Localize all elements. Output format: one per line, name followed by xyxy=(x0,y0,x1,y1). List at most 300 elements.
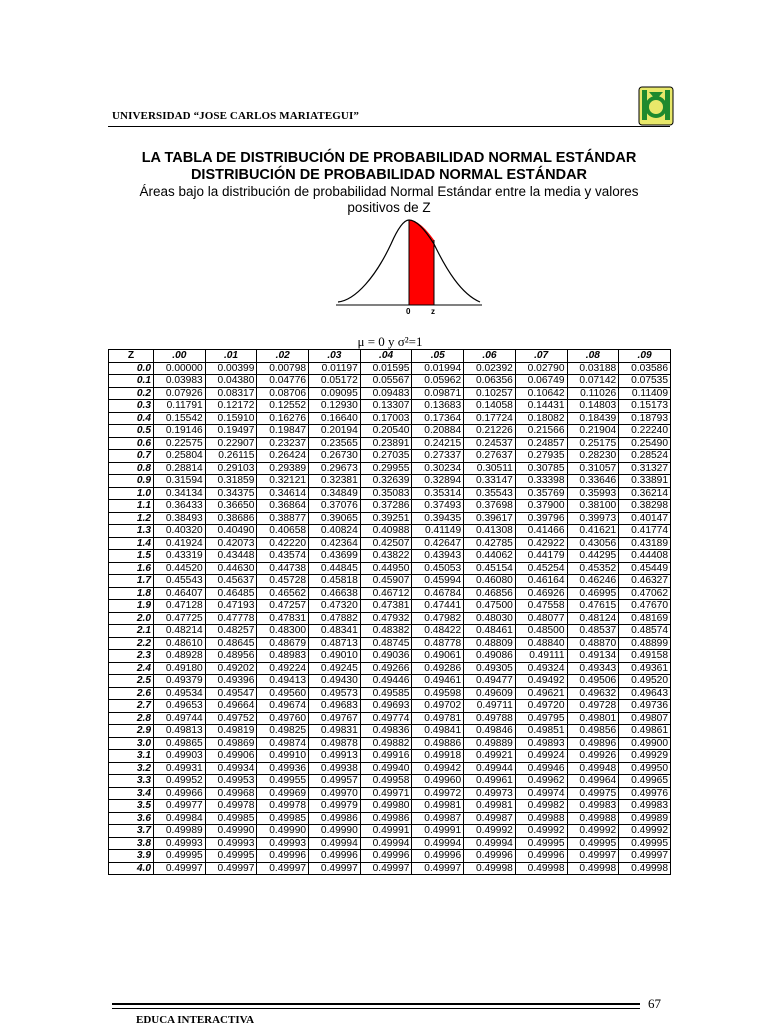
z-value-cell: 3.9 xyxy=(109,850,154,863)
probability-cell: 0.49942 xyxy=(412,762,464,775)
probability-cell: 0.49997 xyxy=(619,850,671,863)
probability-cell: 0.49010 xyxy=(309,650,361,663)
probability-cell: 0.49900 xyxy=(619,737,671,750)
probability-cell: 0.49938 xyxy=(309,762,361,775)
probability-cell: 0.48500 xyxy=(515,625,567,638)
probability-cell: 0.48422 xyxy=(412,625,464,638)
probability-cell: 0.17364 xyxy=(412,412,464,425)
probability-cell: 0.49609 xyxy=(464,687,516,700)
probability-cell: 0.05567 xyxy=(360,375,412,388)
probability-cell: 0.48870 xyxy=(567,637,619,650)
probability-cell: 0.15542 xyxy=(154,412,206,425)
probability-cell: 0.49993 xyxy=(205,837,257,850)
probability-cell: 0.49632 xyxy=(567,687,619,700)
probability-cell: 0.49984 xyxy=(154,812,206,825)
probability-cell: 0.49906 xyxy=(205,750,257,763)
table-row xyxy=(109,500,671,513)
table-row xyxy=(109,712,671,725)
probability-cell: 0.49874 xyxy=(257,737,309,750)
table-row xyxy=(109,412,671,425)
probability-cell: 0.49996 xyxy=(360,850,412,863)
probability-cell: 0.47831 xyxy=(257,612,309,625)
probability-cell: 0.33646 xyxy=(567,475,619,488)
probability-cell: 0.28814 xyxy=(154,462,206,475)
z-value-cell: 2.5 xyxy=(109,675,154,688)
z-value-cell: 2.6 xyxy=(109,687,154,700)
probability-cell: 0.49989 xyxy=(154,825,206,838)
probability-cell: 0.49996 xyxy=(257,850,309,863)
probability-cell: 0.47320 xyxy=(309,600,361,613)
probability-cell: 0.34134 xyxy=(154,487,206,500)
probability-cell: 0.49992 xyxy=(464,825,516,838)
z-value-cell: 0.1 xyxy=(109,375,154,388)
table-row xyxy=(109,812,671,825)
probability-cell: 0.49036 xyxy=(360,650,412,663)
z-value-cell: 3.8 xyxy=(109,837,154,850)
probability-cell: 0.30511 xyxy=(464,462,516,475)
probability-cell: 0.49547 xyxy=(205,687,257,700)
probability-cell: 0.44738 xyxy=(257,562,309,575)
university-name: UNIVERSIDAD “JOSE CARLOS MARIATEGUI” xyxy=(112,110,359,122)
probability-cell: 0.49702 xyxy=(412,700,464,713)
probability-cell: 0.49973 xyxy=(464,787,516,800)
table-row xyxy=(109,612,671,625)
probability-cell: 0.46784 xyxy=(412,587,464,600)
probability-cell: 0.48214 xyxy=(154,625,206,638)
z-value-cell: 1.0 xyxy=(109,487,154,500)
probability-cell: 0.11409 xyxy=(619,387,671,400)
probability-cell: 0.48461 xyxy=(464,625,516,638)
probability-cell: 0.44950 xyxy=(360,562,412,575)
probability-cell: 0.37900 xyxy=(515,500,567,513)
probability-cell: 0.49506 xyxy=(567,675,619,688)
probability-cell: 0.49987 xyxy=(412,812,464,825)
probability-cell: 0.42922 xyxy=(515,537,567,550)
probability-cell: 0.49994 xyxy=(464,837,516,850)
probability-cell: 0.46562 xyxy=(257,587,309,600)
probability-cell: 0.12552 xyxy=(257,400,309,413)
page-number: 67 xyxy=(648,996,661,1011)
table-row xyxy=(109,400,671,413)
probability-cell: 0.48778 xyxy=(412,637,464,650)
probability-cell: 0.39617 xyxy=(464,512,516,525)
probability-cell: 0.49134 xyxy=(567,650,619,663)
probability-cell: 0.47062 xyxy=(619,587,671,600)
probability-cell: 0.47257 xyxy=(257,600,309,613)
z-value-cell: 2.7 xyxy=(109,700,154,713)
probability-cell: 0.08317 xyxy=(205,387,257,400)
probability-cell: 0.40147 xyxy=(619,512,671,525)
probability-cell: 0.48713 xyxy=(309,637,361,650)
probability-cell: 0.44062 xyxy=(464,550,516,563)
probability-cell: 0.00399 xyxy=(205,362,257,375)
probability-cell: 0.49985 xyxy=(257,812,309,825)
z-value-cell: 1.9 xyxy=(109,600,154,613)
probability-cell: 0.24215 xyxy=(412,437,464,450)
column-header: .01 xyxy=(205,350,257,363)
probability-cell: 0.49926 xyxy=(567,750,619,763)
probability-cell: 0.26115 xyxy=(205,450,257,463)
probability-cell: 0.37493 xyxy=(412,500,464,513)
probability-cell: 0.41466 xyxy=(515,525,567,538)
probability-cell: 0.49962 xyxy=(515,775,567,788)
probability-cell: 0.49940 xyxy=(360,762,412,775)
probability-cell: 0.49841 xyxy=(412,725,464,738)
z-value-cell: 1.5 xyxy=(109,550,154,563)
probability-cell: 0.49266 xyxy=(360,662,412,675)
probability-cell: 0.47615 xyxy=(567,600,619,613)
probability-cell: 0.35083 xyxy=(360,487,412,500)
probability-cell: 0.49807 xyxy=(619,712,671,725)
probability-cell: 0.49986 xyxy=(360,812,412,825)
z-value-cell: 1.8 xyxy=(109,587,154,600)
probability-cell: 0.12930 xyxy=(309,400,361,413)
title-line-4: positivos de Z xyxy=(347,200,431,215)
probability-cell: 0.46164 xyxy=(515,575,567,588)
probability-cell: 0.36864 xyxy=(257,500,309,513)
probability-cell: 0.49693 xyxy=(360,700,412,713)
probability-cell: 0.45818 xyxy=(309,575,361,588)
probability-cell: 0.46246 xyxy=(567,575,619,588)
probability-cell: 0.49760 xyxy=(257,712,309,725)
title-block xyxy=(108,150,670,216)
probability-cell: 0.40988 xyxy=(360,525,412,538)
probability-cell: 0.48300 xyxy=(257,625,309,638)
probability-cell: 0.49202 xyxy=(205,662,257,675)
probability-cell: 0.40824 xyxy=(309,525,361,538)
probability-cell: 0.49992 xyxy=(619,825,671,838)
probability-cell: 0.48679 xyxy=(257,637,309,650)
probability-cell: 0.49653 xyxy=(154,700,206,713)
probability-cell: 0.02790 xyxy=(515,362,567,375)
probability-cell: 0.12172 xyxy=(205,400,257,413)
z-value-cell: 3.0 xyxy=(109,737,154,750)
probability-cell: 0.43448 xyxy=(205,550,257,563)
probability-cell: 0.46995 xyxy=(567,587,619,600)
probability-cell: 0.17003 xyxy=(360,412,412,425)
probability-cell: 0.49994 xyxy=(360,837,412,850)
distribution-parameters: μ = 0 y σ²=1 xyxy=(357,334,423,349)
table-row xyxy=(109,650,671,663)
probability-cell: 0.18793 xyxy=(619,412,671,425)
probability-cell: 0.16640 xyxy=(309,412,361,425)
probability-cell: 0.25804 xyxy=(154,450,206,463)
probability-cell: 0.49981 xyxy=(412,800,464,813)
probability-cell: 0.32381 xyxy=(309,475,361,488)
probability-cell: 0.20540 xyxy=(360,425,412,438)
probability-cell: 0.46926 xyxy=(515,587,567,600)
table-row xyxy=(109,462,671,475)
probability-cell: 0.49997 xyxy=(309,862,361,875)
probability-cell: 0.48537 xyxy=(567,625,619,638)
probability-cell: 0.48745 xyxy=(360,637,412,650)
probability-cell: 0.45728 xyxy=(257,575,309,588)
probability-cell: 0.49990 xyxy=(205,825,257,838)
z-value-cell: 2.1 xyxy=(109,625,154,638)
probability-cell: 0.23891 xyxy=(360,437,412,450)
probability-cell: 0.49975 xyxy=(567,787,619,800)
probability-cell: 0.49621 xyxy=(515,687,567,700)
probability-cell: 0.32121 xyxy=(257,475,309,488)
probability-cell: 0.49061 xyxy=(412,650,464,663)
probability-cell: 0.21904 xyxy=(567,425,619,438)
probability-cell: 0.49819 xyxy=(205,725,257,738)
probability-cell: 0.48257 xyxy=(205,625,257,638)
probability-cell: 0.37698 xyxy=(464,500,516,513)
probability-cell: 0.49643 xyxy=(619,687,671,700)
probability-cell: 0.43574 xyxy=(257,550,309,563)
probability-cell: 0.38493 xyxy=(154,512,206,525)
probability-cell: 0.49585 xyxy=(360,687,412,700)
probability-cell: 0.49324 xyxy=(515,662,567,675)
probability-cell: 0.49983 xyxy=(567,800,619,813)
probability-cell: 0.29955 xyxy=(360,462,412,475)
probability-cell: 0.49995 xyxy=(619,837,671,850)
probability-cell: 0.42220 xyxy=(257,537,309,550)
table-row xyxy=(109,800,671,813)
probability-cell: 0.44630 xyxy=(205,562,257,575)
probability-cell: 0.49988 xyxy=(567,812,619,825)
probability-cell: 0.34375 xyxy=(205,487,257,500)
probability-cell: 0.49997 xyxy=(154,862,206,875)
probability-cell: 0.49573 xyxy=(309,687,361,700)
z-value-cell: 1.6 xyxy=(109,562,154,575)
probability-cell: 0.49921 xyxy=(464,750,516,763)
probability-cell: 0.37286 xyxy=(360,500,412,513)
probability-cell: 0.07926 xyxy=(154,387,206,400)
probability-cell: 0.48169 xyxy=(619,612,671,625)
probability-cell: 0.32894 xyxy=(412,475,464,488)
probability-cell: 0.38877 xyxy=(257,512,309,525)
probability-cell: 0.45994 xyxy=(412,575,464,588)
probability-cell: 0.43822 xyxy=(360,550,412,563)
probability-cell: 0.49946 xyxy=(515,762,567,775)
probability-cell: 0.49305 xyxy=(464,662,516,675)
probability-cell: 0.44520 xyxy=(154,562,206,575)
probability-cell: 0.49957 xyxy=(309,775,361,788)
z-value-cell: 0.7 xyxy=(109,450,154,463)
probability-cell: 0.49998 xyxy=(567,862,619,875)
probability-cell: 0.49934 xyxy=(205,762,257,775)
z-value-cell: 2.2 xyxy=(109,637,154,650)
probability-cell: 0.01994 xyxy=(412,362,464,375)
probability-cell: 0.18082 xyxy=(515,412,567,425)
probability-cell: 0.24857 xyxy=(515,437,567,450)
probability-cell: 0.49720 xyxy=(515,700,567,713)
column-header: .09 xyxy=(619,350,671,363)
probability-cell: 0.41924 xyxy=(154,537,206,550)
probability-cell: 0.38298 xyxy=(619,500,671,513)
probability-cell: 0.47441 xyxy=(412,600,464,613)
z-value-cell: 0.9 xyxy=(109,475,154,488)
probability-cell: 0.31327 xyxy=(619,462,671,475)
probability-cell: 0.49944 xyxy=(464,762,516,775)
footer-rule-thick xyxy=(112,1003,640,1005)
probability-cell: 0.36650 xyxy=(205,500,257,513)
probability-cell: 0.49916 xyxy=(360,750,412,763)
probability-cell: 0.43319 xyxy=(154,550,206,563)
probability-cell: 0.49813 xyxy=(154,725,206,738)
probability-cell: 0.39796 xyxy=(515,512,567,525)
probability-cell: 0.14803 xyxy=(567,400,619,413)
probability-cell: 0.49492 xyxy=(515,675,567,688)
probability-cell: 0.49966 xyxy=(154,787,206,800)
z-value-cell: 0.5 xyxy=(109,425,154,438)
probability-cell: 0.49990 xyxy=(309,825,361,838)
probability-cell: 0.36214 xyxy=(619,487,671,500)
probability-cell: 0.49865 xyxy=(154,737,206,750)
probability-cell: 0.49995 xyxy=(154,850,206,863)
probability-cell: 0.46327 xyxy=(619,575,671,588)
probability-cell: 0.35543 xyxy=(464,487,516,500)
probability-cell: 0.47558 xyxy=(515,600,567,613)
probability-cell: 0.49992 xyxy=(515,825,567,838)
column-header: .03 xyxy=(309,350,361,363)
probability-cell: 0.38100 xyxy=(567,500,619,513)
column-header: .06 xyxy=(464,350,516,363)
probability-cell: 0.01595 xyxy=(360,362,412,375)
table-row xyxy=(109,425,671,438)
table-row xyxy=(109,387,671,400)
probability-cell: 0.27637 xyxy=(464,450,516,463)
probability-cell: 0.29389 xyxy=(257,462,309,475)
probability-cell: 0.49978 xyxy=(205,800,257,813)
probability-cell: 0.46407 xyxy=(154,587,206,600)
probability-cell: 0.49846 xyxy=(464,725,516,738)
probability-cell: 0.49961 xyxy=(464,775,516,788)
probability-cell: 0.49929 xyxy=(619,750,671,763)
probability-cell: 0.49993 xyxy=(154,837,206,850)
probability-cell: 0.33147 xyxy=(464,475,516,488)
probability-cell: 0.00798 xyxy=(257,362,309,375)
probability-cell: 0.49379 xyxy=(154,675,206,688)
probability-cell: 0.49111 xyxy=(515,650,567,663)
probability-cell: 0.49992 xyxy=(567,825,619,838)
normal-curve-figure xyxy=(336,214,482,320)
probability-cell: 0.49976 xyxy=(619,787,671,800)
probability-cell: 0.28524 xyxy=(619,450,671,463)
probability-cell: 0.49995 xyxy=(567,837,619,850)
probability-cell: 0.49461 xyxy=(412,675,464,688)
probability-cell: 0.49979 xyxy=(309,800,361,813)
probability-cell: 0.48124 xyxy=(567,612,619,625)
probability-cell: 0.49985 xyxy=(205,812,257,825)
probability-cell: 0.49950 xyxy=(619,762,671,775)
probability-cell: 0.05172 xyxy=(309,375,361,388)
probability-cell: 0.49948 xyxy=(567,762,619,775)
probability-cell: 0.45053 xyxy=(412,562,464,575)
z-value-cell: 0.0 xyxy=(109,362,154,375)
shaded-area xyxy=(409,220,434,305)
probability-cell: 0.17724 xyxy=(464,412,516,425)
probability-cell: 0.43189 xyxy=(619,537,671,550)
probability-cell: 0.49998 xyxy=(619,862,671,875)
probability-cell: 0.48610 xyxy=(154,637,206,650)
probability-cell: 0.10257 xyxy=(464,387,516,400)
probability-cell: 0.49970 xyxy=(309,787,361,800)
table-row xyxy=(109,700,671,713)
probability-cell: 0.49801 xyxy=(567,712,619,725)
probability-cell: 0.40658 xyxy=(257,525,309,538)
probability-cell: 0.49997 xyxy=(360,862,412,875)
probability-cell: 0.34614 xyxy=(257,487,309,500)
probability-cell: 0.49991 xyxy=(360,825,412,838)
probability-cell: 0.38686 xyxy=(205,512,257,525)
z-value-cell: 3.7 xyxy=(109,825,154,838)
probability-cell: 0.20194 xyxy=(309,425,361,438)
footer-rule-thin xyxy=(112,1008,640,1009)
probability-cell: 0.49534 xyxy=(154,687,206,700)
probability-cell: 0.49993 xyxy=(257,837,309,850)
z-value-cell: 1.4 xyxy=(109,537,154,550)
title-line-2: DISTRIBUCIÓN DE PROBABILIDAD NORMAL ESTÁNDAR xyxy=(190,167,588,183)
probability-cell: 0.49286 xyxy=(412,662,464,675)
probability-cell: 0.13683 xyxy=(412,400,464,413)
probability-cell: 0.06749 xyxy=(515,375,567,388)
probability-cell: 0.37076 xyxy=(309,500,361,513)
footer-text: EDUCA INTERACTIVA xyxy=(136,1014,255,1026)
table-row xyxy=(109,737,671,750)
probability-cell: 0.00000 xyxy=(154,362,206,375)
probability-cell: 0.40320 xyxy=(154,525,206,538)
probability-cell: 0.41774 xyxy=(619,525,671,538)
probability-cell: 0.48574 xyxy=(619,625,671,638)
probability-cell: 0.49982 xyxy=(515,800,567,813)
probability-cell: 0.07142 xyxy=(567,375,619,388)
probability-cell: 0.43056 xyxy=(567,537,619,550)
title-line-3: Áreas bajo la distribución de probabilidad Normal Estándar entre la media y valores xyxy=(139,184,639,199)
probability-cell: 0.49998 xyxy=(515,862,567,875)
probability-cell: 0.47882 xyxy=(309,612,361,625)
probability-cell: 0.49795 xyxy=(515,712,567,725)
probability-cell: 0.46080 xyxy=(464,575,516,588)
probability-cell: 0.48077 xyxy=(515,612,567,625)
probability-cell: 0.48341 xyxy=(309,625,361,638)
probability-cell: 0.49086 xyxy=(464,650,516,663)
probability-cell: 0.42073 xyxy=(205,537,257,550)
probability-cell: 0.47381 xyxy=(360,600,412,613)
probability-cell: 0.49520 xyxy=(619,675,671,688)
column-header: .04 xyxy=(360,350,412,363)
probability-cell: 0.49896 xyxy=(567,737,619,750)
probability-cell: 0.49952 xyxy=(154,775,206,788)
probability-cell: 0.01197 xyxy=(309,362,361,375)
z-value-cell: 1.3 xyxy=(109,525,154,538)
probability-cell: 0.49995 xyxy=(205,850,257,863)
probability-cell: 0.49965 xyxy=(619,775,671,788)
probability-cell: 0.45154 xyxy=(464,562,516,575)
column-header: .05 xyxy=(412,350,464,363)
probability-cell: 0.49994 xyxy=(412,837,464,850)
probability-cell: 0.04380 xyxy=(205,375,257,388)
probability-cell: 0.39973 xyxy=(567,512,619,525)
probability-cell: 0.49997 xyxy=(412,862,464,875)
probability-cell: 0.35769 xyxy=(515,487,567,500)
probability-cell: 0.49861 xyxy=(619,725,671,738)
probability-cell: 0.25175 xyxy=(567,437,619,450)
column-header-z: Z xyxy=(109,350,154,363)
z-value-cell: 0.2 xyxy=(109,387,154,400)
probability-cell: 0.32639 xyxy=(360,475,412,488)
z-value-cell: 1.7 xyxy=(109,575,154,588)
z-value-cell: 2.0 xyxy=(109,612,154,625)
probability-cell: 0.47128 xyxy=(154,600,206,613)
probability-cell: 0.48030 xyxy=(464,612,516,625)
probability-cell: 0.47982 xyxy=(412,612,464,625)
probability-cell: 0.49996 xyxy=(515,850,567,863)
probability-cell: 0.49882 xyxy=(360,737,412,750)
z-value-cell: 3.6 xyxy=(109,812,154,825)
